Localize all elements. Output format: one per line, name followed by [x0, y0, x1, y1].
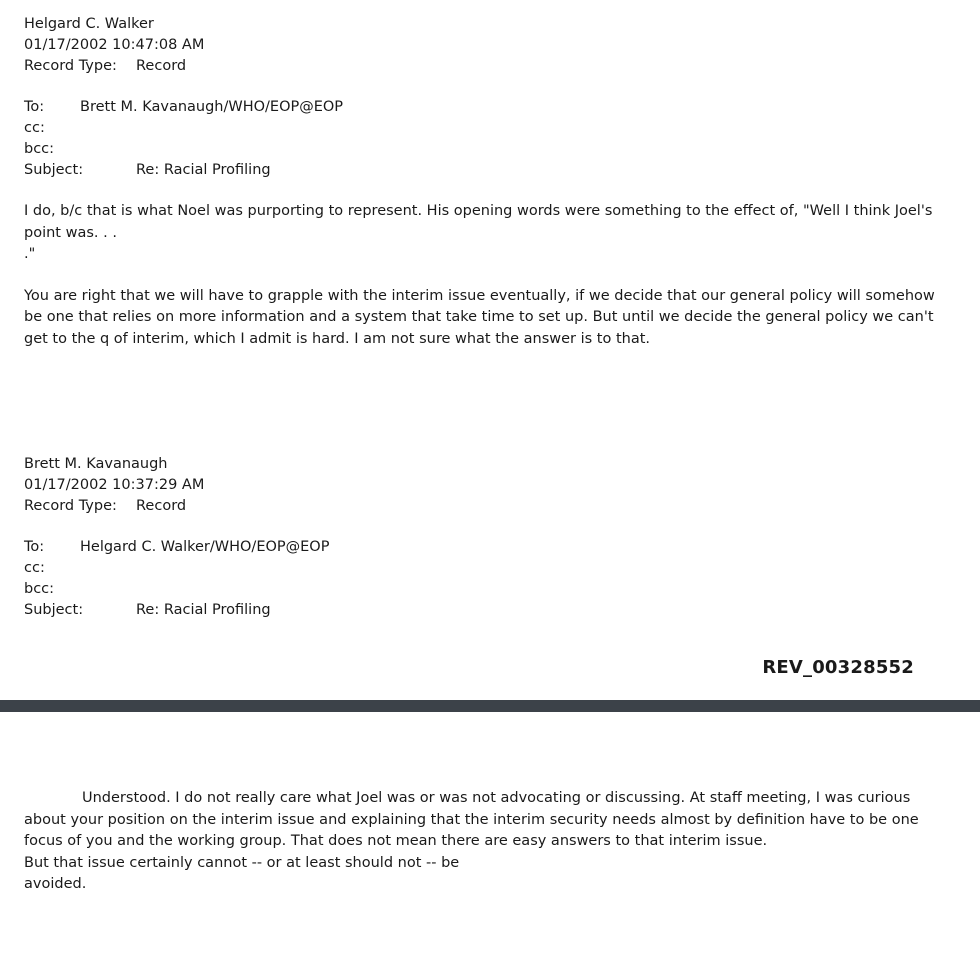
page-break-divider	[0, 700, 980, 712]
next-page-top-margin	[24, 712, 956, 788]
quoted-cc-label: cc:	[24, 560, 45, 576]
quoted-sender-name: Brett M. Kavanaugh	[24, 456, 168, 472]
subject-row	[24, 160, 956, 181]
bates-number: REV_00328552	[762, 657, 914, 678]
next-page-paragraph-2-line-1: But that issue certainly cannot -- or at least should not -- be	[24, 854, 460, 871]
quoted-cc-row	[24, 558, 956, 579]
next-page-paragraph-1-text: Understood. I do not really care what Joel was or was not advocating or discussing. At staff meeting, I was curious about your position on the interim issue and explaining that the interim security needs almost by definition have to be one focus of you and the working group. That does not mean there are easy answers to that interim issue.	[24, 790, 919, 849]
cc-row	[24, 118, 956, 139]
email-headers	[24, 97, 956, 181]
quoted-subject-row	[24, 600, 956, 621]
next-page-paragraph-2-line-2: avoided.	[24, 876, 87, 892]
cc-label: cc:	[24, 120, 45, 136]
record-type-label: Record Type:	[24, 58, 117, 74]
to-row	[24, 97, 956, 118]
quoted-to-value: Helgard C. Walker/WHO/EOP@EOP	[80, 539, 330, 555]
quoted-bcc-row	[24, 579, 956, 600]
message-paragraph-2: You are right that we will have to grapple with the interim issue eventually, if we decide that our general policy will somehow be one that relies on more information and a system that take time to set up. But until we decide the general policy we can't get to the q of interim, which I admit is hard. I am not sure what the answer is to that.	[24, 287, 935, 347]
sender-timestamp: 01/17/2002 10:47:08 AM	[24, 37, 205, 53]
subject-label: Subject:	[24, 162, 84, 178]
quoted-to-row	[24, 537, 956, 558]
next-page-paragraph-1	[24, 788, 938, 853]
subject-value: Re: Racial Profiling	[136, 162, 271, 178]
quoted-to-label: To:	[24, 539, 45, 555]
to-label: To:	[24, 99, 45, 115]
bcc-row	[24, 139, 956, 160]
record-type-value: Record	[136, 58, 187, 74]
quoted-record-type-value: Record	[136, 498, 187, 514]
next-page-content	[0, 712, 980, 896]
message-paragraph-1-tail: ."	[24, 246, 36, 262]
quoted-subject-value: Re: Racial Profiling	[136, 602, 271, 618]
quoted-email-headers	[24, 537, 956, 621]
sender-name: Helgard C. Walker	[24, 16, 154, 32]
quoted-sender-timestamp: 01/17/2002 10:37:29 AM	[24, 477, 205, 493]
bcc-label: bcc:	[24, 141, 55, 157]
quoted-bcc-label: bcc:	[24, 581, 55, 597]
quoted-record-type-label: Record Type:	[24, 498, 117, 514]
message-paragraph-1: I do, b/c that is what Noel was purporting to represent. His opening words were something to the effect of, "Well I think Joel's point was. . .	[24, 203, 933, 241]
record-type-row	[24, 56, 956, 77]
quoted-subject-label: Subject:	[24, 602, 84, 618]
vertical-spacer	[24, 350, 956, 454]
to-value: Brett M. Kavanaugh/WHO/EOP@EOP	[80, 99, 344, 115]
quoted-record-type-row	[24, 496, 956, 517]
